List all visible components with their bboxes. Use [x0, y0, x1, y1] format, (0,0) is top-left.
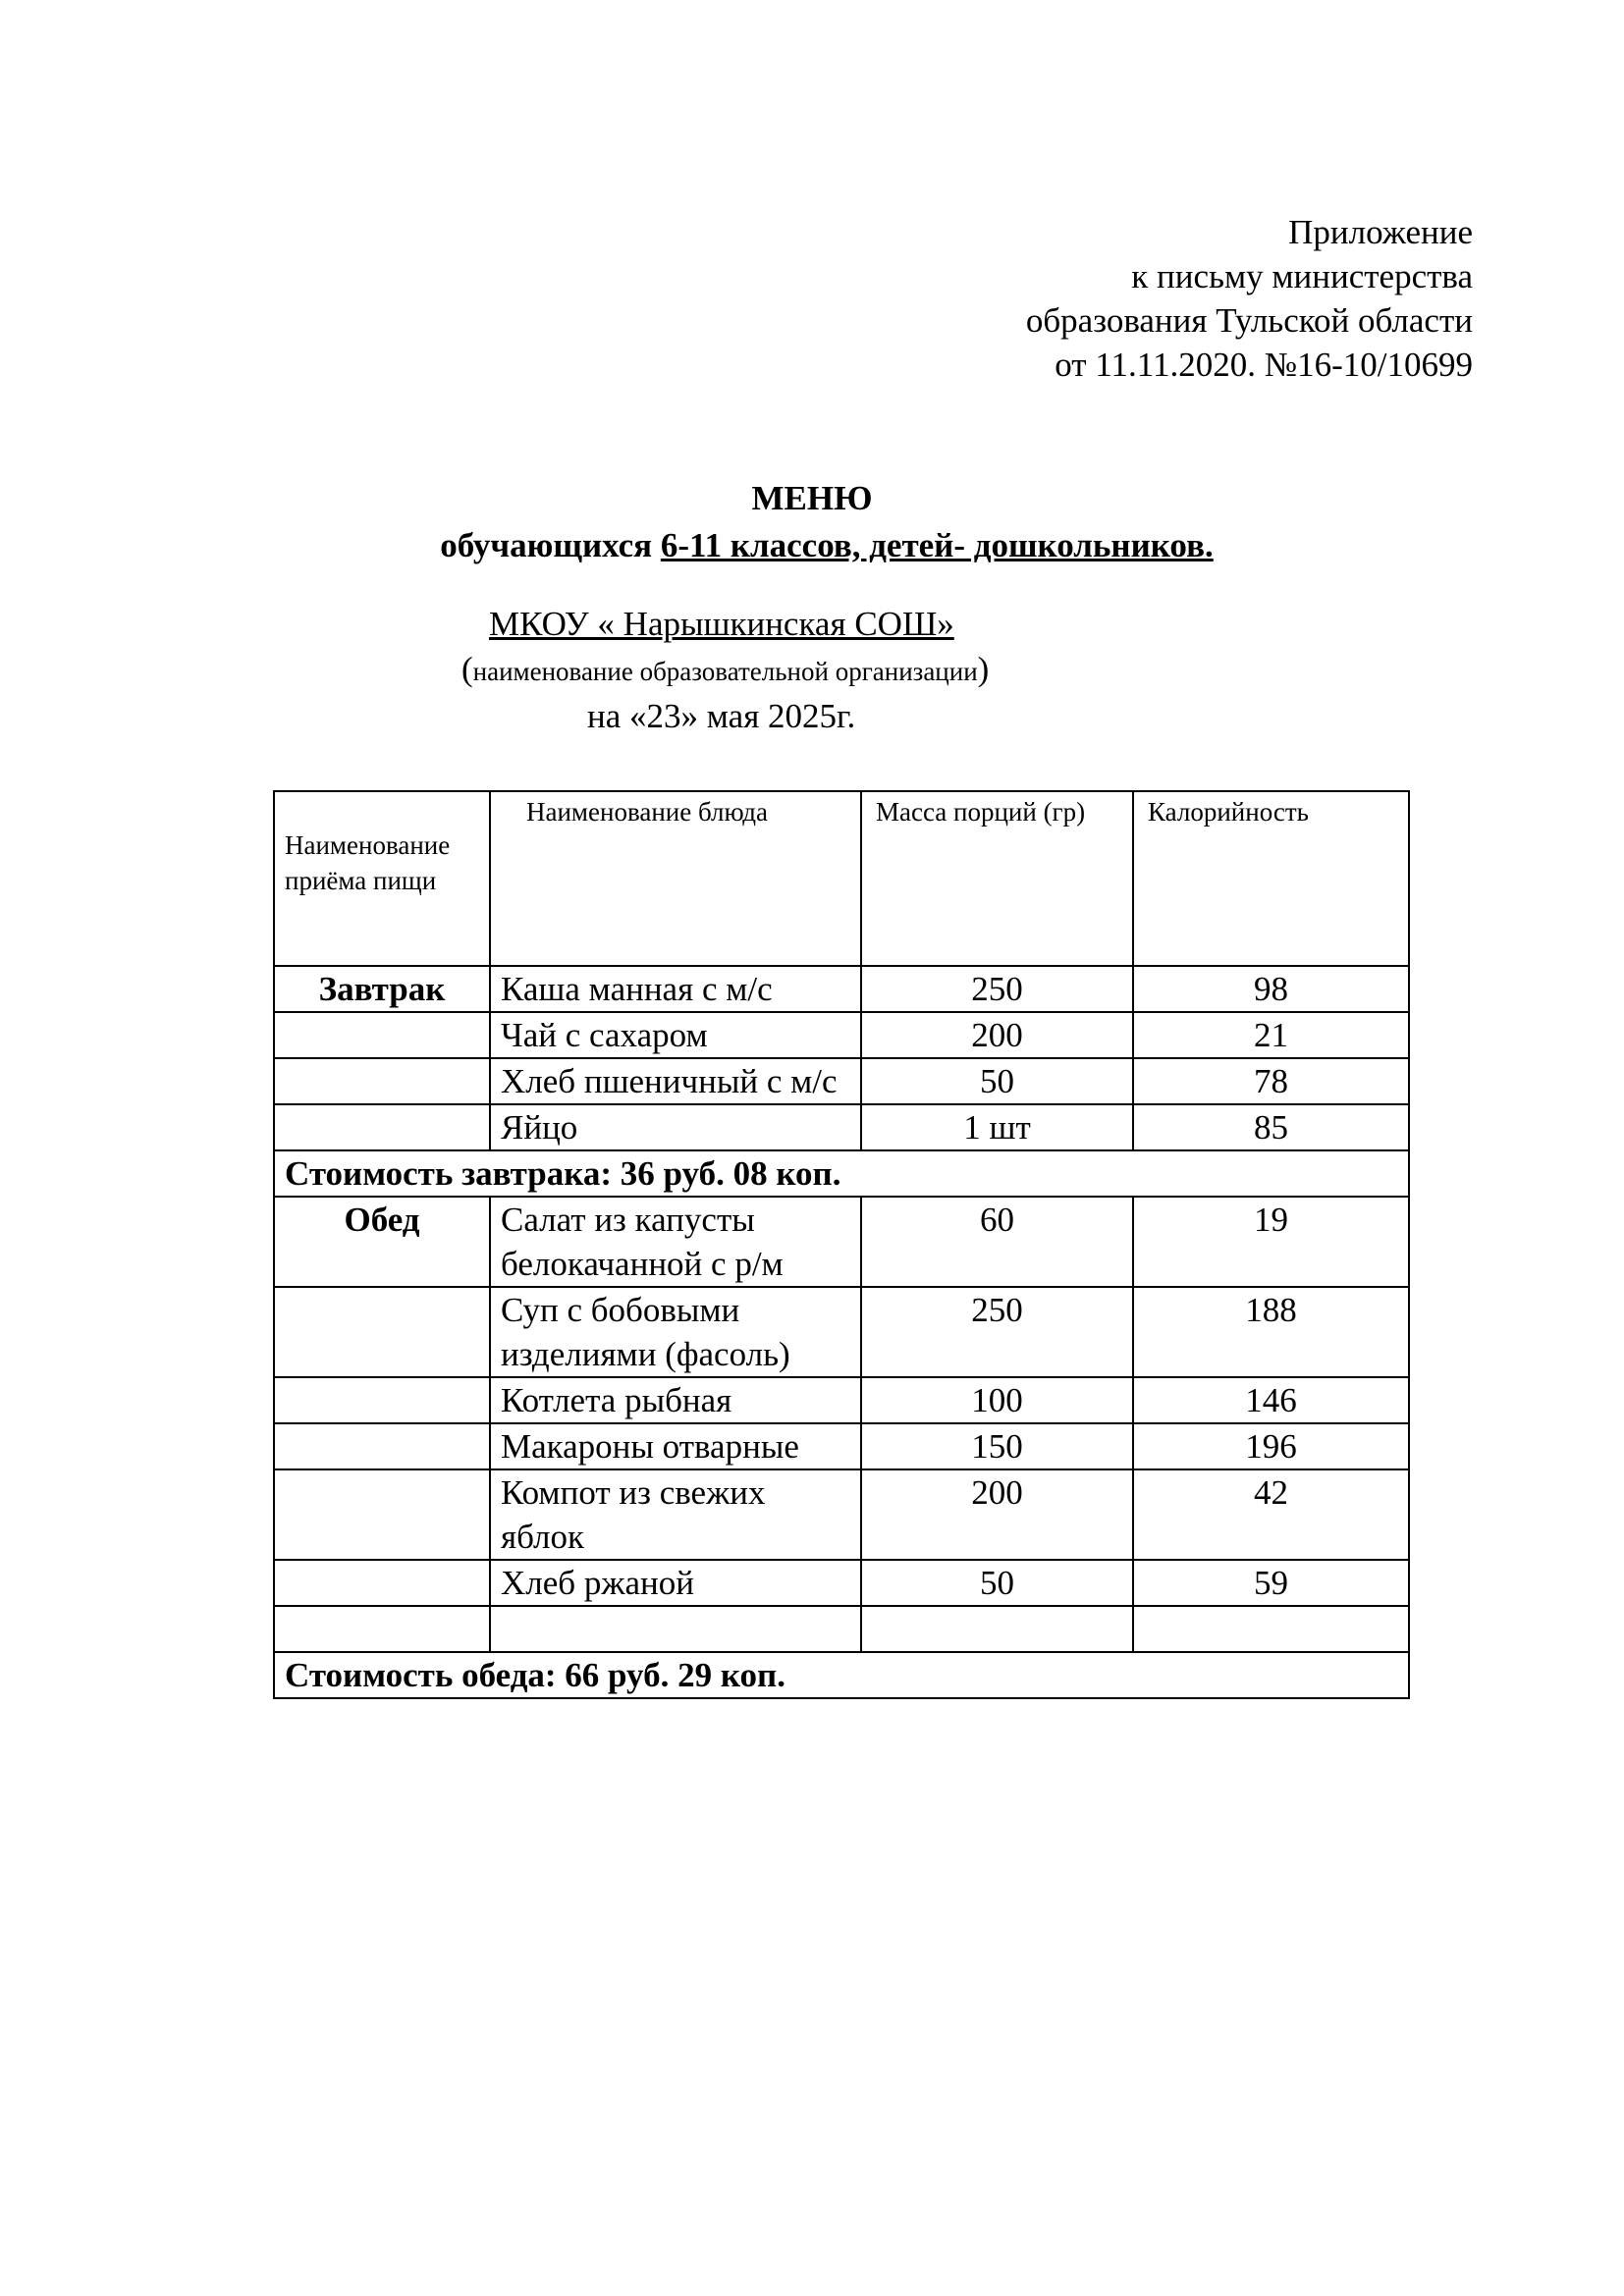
dish-name: Макароны отварные	[490, 1423, 861, 1469]
dish-mass: 50	[861, 1058, 1133, 1104]
dish-calories: 59	[1133, 1560, 1409, 1606]
breakfast-cost-row	[274, 1150, 1409, 1197]
dish-mass: 1 шт	[861, 1104, 1133, 1150]
menu-subtitle-classes: 6-11 классов, детей- дошкольников.	[660, 526, 1214, 564]
dish-mass: 150	[861, 1423, 1133, 1469]
meal-label-empty	[274, 1012, 490, 1058]
dish-calories: 78	[1133, 1058, 1409, 1104]
header-meal: Наименование приёма пищи	[274, 791, 490, 966]
organization-note-close: )	[977, 650, 990, 688]
table-row	[274, 1287, 1409, 1377]
table-row	[274, 1197, 1409, 1287]
dish-mass: 200	[861, 1469, 1133, 1560]
lunch-cost-row	[274, 1652, 1409, 1698]
dish-calories: 42	[1133, 1469, 1409, 1560]
dish-calories: 19	[1133, 1197, 1409, 1287]
meal-label-empty	[274, 1560, 490, 1606]
dish-name: Суп с бобовыми изделиями (фасоль)	[490, 1287, 861, 1377]
header-calories: Калорийность	[1133, 791, 1409, 966]
dish-calories: 188	[1133, 1287, 1409, 1377]
menu-heading: МЕНЮ	[751, 479, 873, 517]
menu-subtitle	[29, 522, 1624, 569]
annex-block	[1026, 210, 1473, 387]
empty-row	[274, 1606, 1409, 1652]
organization-name-line	[489, 603, 954, 646]
annex-line-3: образования Тульской области	[1025, 301, 1473, 340]
organization-note	[461, 650, 989, 691]
organization-name: МКОУ « Нарышкинская СОШ»	[489, 605, 954, 643]
dish-mass: 250	[861, 966, 1133, 1012]
dish-name: Салат из капусты белокачанной с р/м	[490, 1197, 861, 1287]
empty-cell	[861, 1606, 1133, 1652]
empty-cell	[274, 1606, 490, 1652]
breakfast-cost: Стоимость завтрака: 36 руб. 08 коп.	[274, 1150, 1409, 1197]
empty-cell	[490, 1606, 861, 1652]
dish-mass: 250	[861, 1287, 1133, 1377]
meal-label-empty	[274, 1104, 490, 1150]
annex-line-1: Приложение	[1288, 213, 1473, 251]
dish-calories: 98	[1133, 966, 1409, 1012]
dish-mass: 60	[861, 1197, 1133, 1287]
dish-calories: 21	[1133, 1012, 1409, 1058]
meal-label-empty	[274, 1469, 490, 1560]
table-row	[274, 1012, 1409, 1058]
dish-name: Хлеб пшеничный с м/с	[490, 1058, 861, 1104]
organization-note-text: наименование образовательной организации	[472, 657, 978, 686]
dish-mass: 50	[861, 1560, 1133, 1606]
dish-calories: 85	[1133, 1104, 1409, 1150]
table-row	[274, 966, 1409, 1012]
table-row	[274, 1377, 1409, 1423]
table-row	[274, 1423, 1409, 1469]
header-dish: Наименование блюда	[490, 791, 861, 966]
dish-calories: 196	[1133, 1423, 1409, 1469]
meal-label-empty	[274, 1423, 490, 1469]
table-header-row	[274, 791, 1409, 966]
empty-cell	[1133, 1606, 1409, 1652]
menu-date: на «23» мая 2025г.	[587, 697, 856, 735]
dish-name: Компот из свежих яблок	[490, 1469, 861, 1560]
meal-label-empty	[274, 1058, 490, 1104]
dish-name: Хлеб ржаной	[490, 1560, 861, 1606]
meal-label-breakfast: Завтрак	[274, 966, 490, 1012]
dish-name: Яйцо	[490, 1104, 861, 1150]
dish-mass: 100	[861, 1377, 1133, 1423]
table-row	[274, 1469, 1409, 1560]
table-row	[274, 1560, 1409, 1606]
meal-label-empty	[274, 1377, 490, 1423]
annex-line-2: к письму министерства	[1131, 257, 1473, 295]
menu-subtitle-prefix: обучающихся	[440, 526, 661, 564]
annex-line-4: от 11.11.2020. №16-10/10699	[1055, 346, 1473, 384]
organization-note-open: (	[461, 650, 473, 688]
lunch-cost: Стоимость обеда: 66 руб. 29 коп.	[274, 1652, 1409, 1698]
menu-table	[273, 790, 1410, 1699]
header-mass: Масса порций (гр)	[861, 791, 1133, 966]
dish-mass: 200	[861, 1012, 1133, 1058]
dish-name: Каша манная с м/с	[490, 966, 861, 1012]
table-row	[274, 1104, 1409, 1150]
dish-name: Котлета рыбная	[490, 1377, 861, 1423]
meal-label-empty	[274, 1287, 490, 1377]
menu-title-block	[0, 475, 1624, 569]
table-row	[274, 1058, 1409, 1104]
dish-calories: 146	[1133, 1377, 1409, 1423]
meal-label-lunch: Обед	[274, 1197, 490, 1287]
dish-name: Чай с сахаром	[490, 1012, 861, 1058]
